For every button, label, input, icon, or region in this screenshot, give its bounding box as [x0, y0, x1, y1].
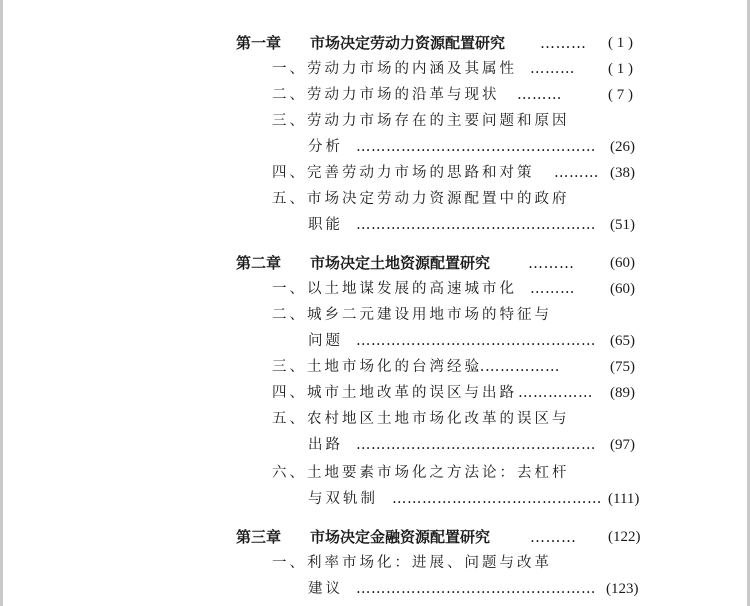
- section-title: 一、利率市场化：进展、问题与改革: [272, 555, 552, 571]
- toc-section[interactable]: [0, 160, 750, 186]
- leader-dots: ………: [530, 528, 577, 546]
- section-title: 四、城市土地改革的误区与出路: [272, 385, 517, 401]
- leader-dots: ………: [530, 281, 575, 297]
- toc-section[interactable]: [0, 276, 750, 302]
- toc-chapter-1[interactable]: [0, 30, 750, 56]
- section-title: 二、城乡二元建设用地市场的特征与: [272, 307, 552, 323]
- section-title: 一、以土地谋发展的高速城市化: [272, 281, 517, 297]
- section-title-continued: 问题: [308, 333, 343, 349]
- toc-section[interactable]: [0, 550, 750, 576]
- toc-section-continued[interactable]: [0, 212, 750, 238]
- leader-dots: ………………: [470, 359, 560, 375]
- page-number: ( 1 ): [608, 61, 633, 77]
- toc-section[interactable]: [0, 380, 750, 406]
- leader-dots: ………: [530, 61, 575, 77]
- toc-section-continued[interactable]: [0, 486, 750, 512]
- leader-dots: …………………………………………: [356, 217, 596, 233]
- leader-dots: ………: [517, 87, 562, 103]
- chapter-title: 市场决定劳动力资源配置研究: [310, 34, 506, 52]
- toc-section[interactable]: [0, 108, 750, 134]
- page-number: (89): [610, 385, 635, 401]
- toc-section[interactable]: [0, 56, 750, 82]
- chapter-title: 市场决定金融资源配置研究: [310, 528, 491, 546]
- page-number: (122): [608, 529, 641, 545]
- page-number: (75): [610, 359, 635, 375]
- chapter-number: 第二章: [236, 254, 282, 272]
- section-title: 五、市场决定劳动力资源配置中的政府: [272, 191, 570, 207]
- toc-section[interactable]: [0, 186, 750, 212]
- toc-section-continued[interactable]: [0, 432, 750, 458]
- section-title: 三、土地市场化的台湾经验: [272, 359, 482, 375]
- leader-dots: ……………………………………: [392, 491, 602, 507]
- section-title: 三、劳动力市场存在的主要问题和原因: [272, 113, 570, 129]
- toc-section[interactable]: [0, 302, 750, 328]
- page-number: (60): [610, 255, 635, 271]
- toc-section[interactable]: [0, 460, 750, 486]
- toc-section[interactable]: [0, 354, 750, 380]
- leader-dots: …………………………………………: [356, 581, 596, 597]
- page-number: (97): [610, 437, 635, 453]
- toc-section-continued[interactable]: [0, 134, 750, 160]
- leader-dots: ………: [540, 34, 587, 52]
- toc-section[interactable]: [0, 82, 750, 108]
- page-number: (60): [610, 281, 635, 297]
- page-number: (65): [610, 333, 635, 349]
- section-title-continued: 出路: [308, 437, 343, 453]
- section-title: 六、土地要素市场化之方法论：去杠杆: [272, 465, 570, 481]
- toc-section-continued[interactable]: [0, 328, 750, 354]
- page-number: (51): [610, 217, 635, 233]
- leader-dots: …………………………………………: [356, 437, 596, 453]
- leader-dots: ………: [554, 165, 599, 181]
- leader-dots: …………………………………………: [356, 139, 596, 155]
- page-number: (111): [608, 491, 640, 507]
- toc-chapter-2[interactable]: [0, 250, 750, 276]
- chapter-title: 市场决定土地资源配置研究: [310, 254, 491, 272]
- leader-dots: ………: [528, 254, 575, 272]
- section-title-continued: 建议: [308, 581, 343, 597]
- page-number: (26): [610, 139, 635, 155]
- leader-dots: …………………………………………: [356, 333, 596, 349]
- toc-section-continued[interactable]: [0, 576, 750, 602]
- section-title: 五、农村地区土地市场化改革的误区与: [272, 411, 570, 427]
- chapter-number: 第一章: [236, 34, 282, 52]
- section-title-continued: 职能: [308, 217, 343, 233]
- toc-chapter-3[interactable]: [0, 524, 750, 550]
- section-title: 一、劳动力市场的内涵及其属性: [272, 61, 517, 77]
- section-title: 四、完善劳动力市场的思路和对策: [272, 165, 535, 181]
- page-number: ( 1 ): [608, 35, 633, 51]
- section-title-continued: 与双轨制: [308, 491, 378, 507]
- toc-section[interactable]: [0, 406, 750, 432]
- page-number: (123): [606, 581, 639, 597]
- page-number: (38): [610, 165, 635, 181]
- page-number: ( 7 ): [608, 87, 633, 103]
- leader-dots: ……………: [518, 385, 593, 401]
- section-title-continued: 分析: [308, 139, 343, 155]
- section-title: 二、劳动力市场的沿革与现状: [272, 87, 500, 103]
- chapter-number: 第三章: [236, 528, 282, 546]
